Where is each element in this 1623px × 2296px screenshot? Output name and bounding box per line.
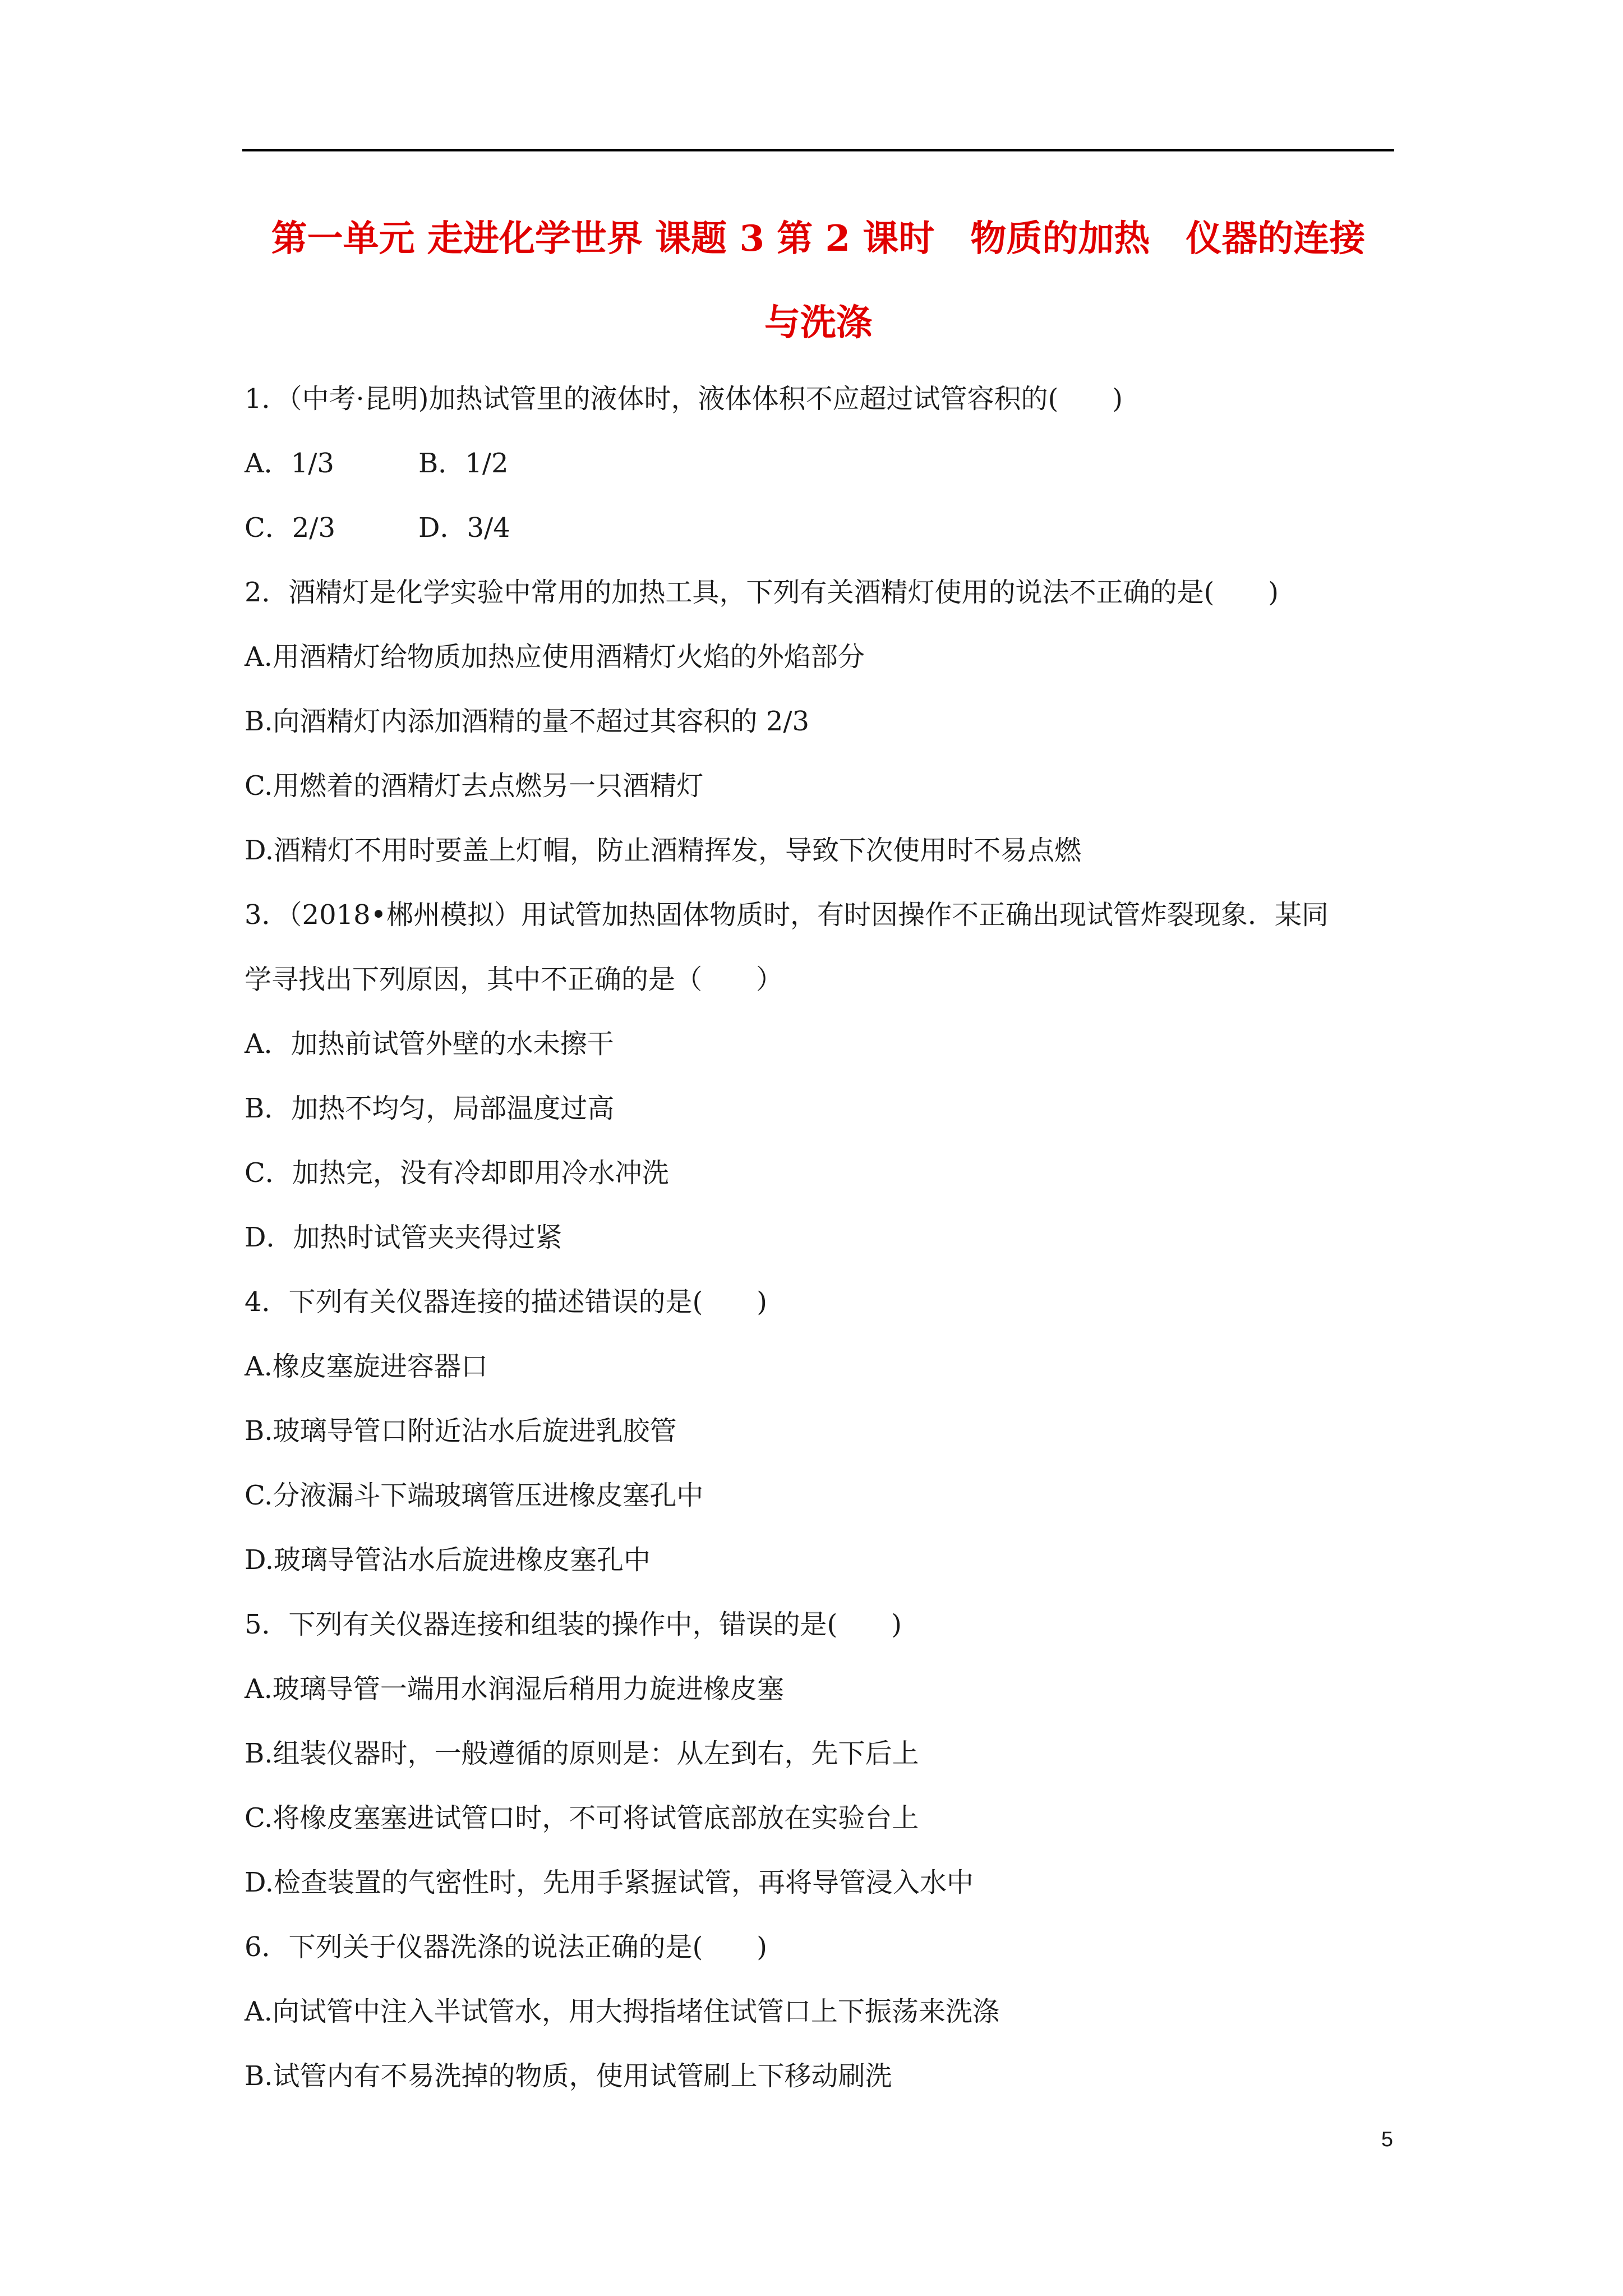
question-4-choice-c: C.分液漏斗下端玻璃管压进橡皮塞孔中 [245,1480,704,1511]
question-6-choice-b: B.试管内有不易洗掉的物质，使用试管刷上下移动刷洗 [245,2060,892,2092]
question-1-choice-b: B．1/2 [418,448,509,479]
question-1-choice-c: C．2/3 [245,512,335,544]
question-2-choice-b: B.向酒精灯内添加酒精的量不超过其容积的 2/3 [245,706,810,737]
question-3-choice-b: B．加热不均匀，局部温度过高 [245,1093,615,1124]
question-1-choice-d: D．3/4 [418,512,510,544]
question-5-choice-c: C.将橡皮塞塞进试管口时，不可将试管底部放在实验台上 [245,1802,919,1834]
question-4-choice-d: D.玻璃导管沾水后旋进橡皮塞孔中 [245,1544,651,1576]
question-2-choice-c: C.用燃着的酒精灯去点燃另一只酒精灯 [245,770,704,802]
header-rule [242,149,1394,151]
question-2-choice-d: D.酒精灯不用时要盖上灯帽，防止酒精挥发，导致下次使用时不易点燃 [245,835,1082,866]
question-3-choice-d: D．加热时试管夹夹得过紧 [245,1222,562,1253]
question-5-choice-d: D.检查装置的气密性时，先用手紧握试管，再将导管浸入水中 [245,1867,974,1898]
question-3-stem-line-1: 3．（2018•郴州模拟）用试管加热固体物质时，有时因操作不正确出现试管炸裂现象．某同 [245,899,1329,931]
question-4-stem: 4．下列有关仪器连接的描述错误的是( ) [245,1286,767,1318]
question-1-choices-ab [245,446,509,481]
question-3-choice-c: C．加热完，没有冷却即用冷水冲洗 [245,1157,669,1189]
question-1-choice-a: A．1/3 [245,448,334,479]
page-number: 5 [1381,2128,1393,2151]
question-2-choice-a: A.用酒精灯给物质加热应使用酒精灯火焰的外焰部分 [245,641,865,673]
page-title-line-1: 第一单元 走进化学世界 课题 3 第 2 课时 物质的加热 仪器的连接 [271,218,1366,260]
question-5-choice-a: A.玻璃导管一端用水润湿后稍用力旋进橡皮塞 [245,1673,784,1705]
question-6-choice-a: A.向试管中注入半试管水，用大拇指堵住试管口上下振荡来洗涤 [245,1996,999,2027]
question-5-stem: 5．下列有关仪器连接和组装的操作中，错误的是( ) [245,1609,902,1640]
question-3-choice-a: A．加热前试管外壁的水未擦干 [245,1028,614,1060]
question-6-stem: 6．下列关于仪器洗涤的说法正确的是( ) [245,1931,767,1963]
question-4-choice-b: B.玻璃导管口附近沾水后旋进乳胶管 [245,1415,677,1447]
question-1-choices-cd [245,510,510,545]
question-3-stem-line-2: 学寻找出下列原因，其中不正确的是（ ） [245,964,783,995]
page-title-line-2: 与洗涤 [764,302,872,344]
question-1-stem: 1．（中考·昆明)加热试管里的液体时，液体体积不应超过试管容积的( ) [245,383,1123,415]
question-4-choice-a: A.橡皮塞旋进容器口 [245,1351,488,1382]
question-5-choice-b: B.组装仪器时，一般遵循的原则是：从左到右，先下后上 [245,1738,919,1769]
question-2-stem: 2．酒精灯是化学实验中常用的加热工具，下列有关酒精灯使用的说法不正确的是( ) [245,577,1279,608]
